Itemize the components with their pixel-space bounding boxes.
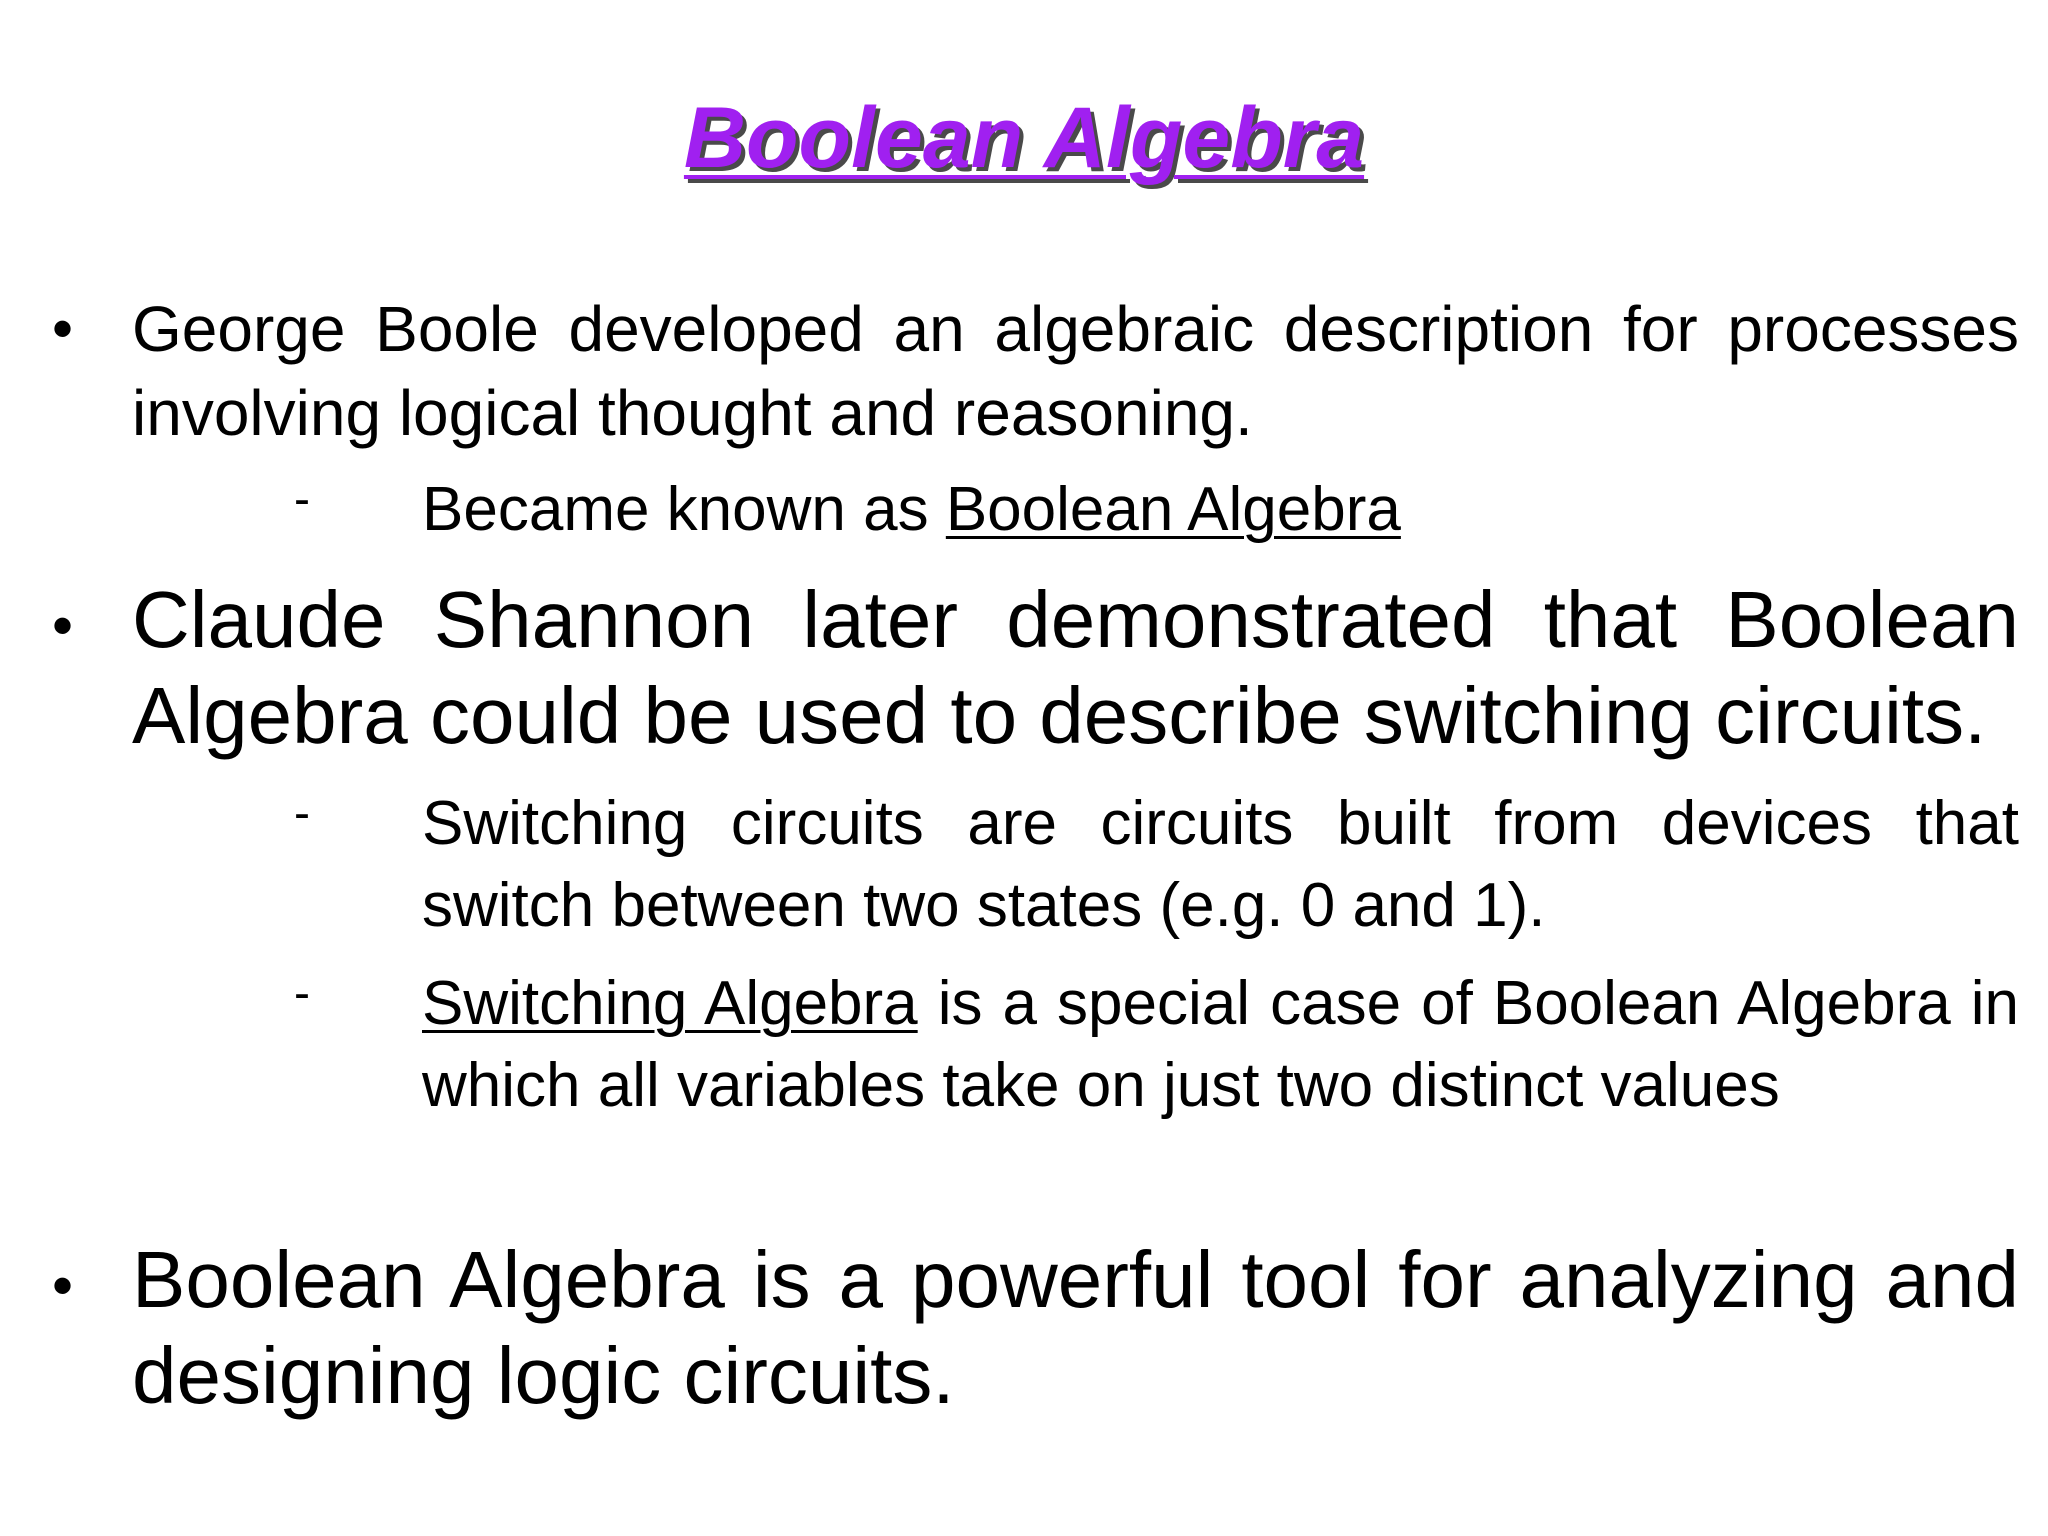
- bullet-text: George Boole developed an algebraic description for processes involving logical thought and reasoning.: [132, 293, 2019, 449]
- bullet-item-3: [52, 1232, 2019, 1424]
- sub-item-1: [294, 469, 2019, 551]
- bullet-marker: •: [52, 592, 74, 659]
- sub-text-prefix: Became known as: [422, 475, 946, 544]
- sub-marker: -: [294, 473, 310, 526]
- bullet-item-2: [52, 572, 2019, 764]
- bullet-marker: •: [52, 295, 74, 362]
- sub-item-2: [294, 783, 2019, 947]
- sub-marker: -: [294, 787, 310, 840]
- bullet-item-1: [52, 287, 2019, 455]
- sub-marker: -: [294, 967, 310, 1020]
- sub-text-underlined: Boolean Algebra: [945, 475, 1401, 544]
- sub-text: Switching circuits are circuits built from devices that switch between two states (e.g. 0 and 1).: [422, 789, 2019, 940]
- bullet-marker: •: [52, 1252, 74, 1319]
- slide-title: Boolean Algebra: [683, 90, 1365, 186]
- bullet-text: Claude Shannon later demonstrated that Boolean Algebra could be used to describe switching circuits.: [132, 575, 2019, 760]
- sub-item-3: [294, 963, 2019, 1127]
- sub-text-underlined: Switching Algebra: [422, 969, 918, 1038]
- bullet-text: Boolean Algebra is a powerful tool for analyzing and designing logic circuits.: [132, 1235, 2019, 1420]
- sub-text-suffix: is a special case of Boolean Algebra in which all variables take on just two distinct values: [422, 969, 2019, 1120]
